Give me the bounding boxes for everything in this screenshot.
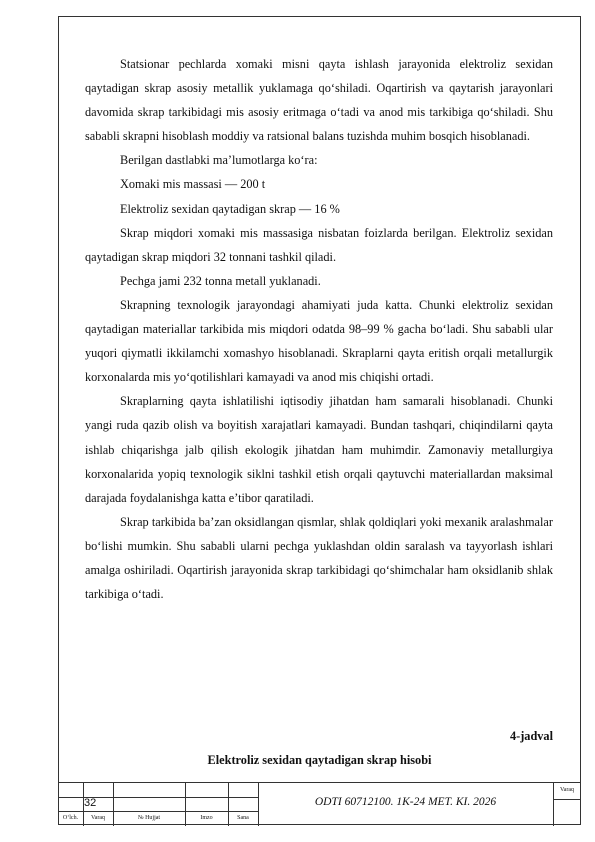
paragraph: Pechga jami 232 tonna metall yuklanadi. xyxy=(120,273,321,288)
paragraph: Skraplarning qayta ishlatilishi iqtisodiy jihatdan ham samarali hisoblanadi. Chunki yangi ruda qazib olish va boyitish xarajatlari kamayadi. Bundan tashqari, chiqindilarni qayta ishlab chiqarishga jalb qilish ekologik jihatdan ham muhimdir. Zamonaviy metallurgiya korxonalarida yopiq texnologik siklni tashkil etish orqali qaytuvchi materiallardan maksimal darajada foydalanishga katta e’tibor qaratiladi. xyxy=(85,394,553,505)
col-label: Varaq xyxy=(91,815,105,821)
paragraph: Berilgan dastlabki ma’lumotlarga ko‘ra: xyxy=(120,153,318,168)
paragraph: Skrap tarkibida ba’zan oksidlangan qismlar, shlak qoldiqlari yoki mexanik aralashmalar bo‘lishi mumkin. Shu sababli ularni pechga yuklashdan oldin saralash va tayyorlash ishlari amalga oshiriladi. Oqartirish jarayonida skrap tarkibidagi qo‘shimchalar ham oksidlanib shlak tarkibiga o‘tadi. xyxy=(85,514,553,602)
page-number: 32 xyxy=(84,797,97,809)
stamp-line xyxy=(553,799,581,800)
col-label: Sana xyxy=(237,815,249,821)
title-block xyxy=(58,782,581,826)
paragraph: Xomaki mis massasi — 200 t xyxy=(120,177,266,192)
body-text xyxy=(85,52,553,606)
paragraph: Elektroliz sexidan qaytadigan skrap — 16 % xyxy=(120,201,340,216)
paragraph: Skrapning texnologik jarayondagi ahamiyati juda katta. Chunki elektroliz sexidan qaytadigan materiallar tarkibida mis miqdori odatda 98–99 % gacha bo‘ladi. Shu sababli ular yuqori qiymatli ikkilamchi xomashyo hisoblanadi. Skraplarni qayta eritish orqali metallurgik korxonalarda mis yo‘qotilishlari kamayadi va anod mis chiqishi ortadi. xyxy=(85,297,553,385)
col-label: № Hujjat xyxy=(137,815,161,821)
document-code: ODTI 60712100. 1K-24 MET. KI. 2026 xyxy=(314,796,497,808)
col-label: O‘lch. xyxy=(62,815,79,821)
sheet-label: Varaq xyxy=(560,787,574,793)
paragraph: Skrap miqdori xomaki mis massasiga nisbatan foizlarda berilgan. Elektroliz sexidan qaytadigan skrap miqdori 32 tonnani tashkil qiladi. xyxy=(85,225,553,264)
table-number: 4-jadval xyxy=(509,729,553,743)
col-label: Imzo xyxy=(200,815,213,821)
table-title: Elektroliz sexidan qaytadigan skrap hisobi xyxy=(207,753,432,767)
paragraph: Statsionar pechlarda xomaki misni qayta ishlash jarayonida elektroliz sexidan qaytadigan skrap asosiy metallik yuklamaga qo‘shiladi. Oqartirish va qaytarish jarayonlari davomida skrap tarkibidagi mis asosiy eritmaga o‘tadi va anod mis tarkibiga qo‘shiladi. Shu sababli skrapni hisoblash moddiy va ratsional balans tuzishda muhim bosqich hisoblanadi. xyxy=(85,57,553,144)
